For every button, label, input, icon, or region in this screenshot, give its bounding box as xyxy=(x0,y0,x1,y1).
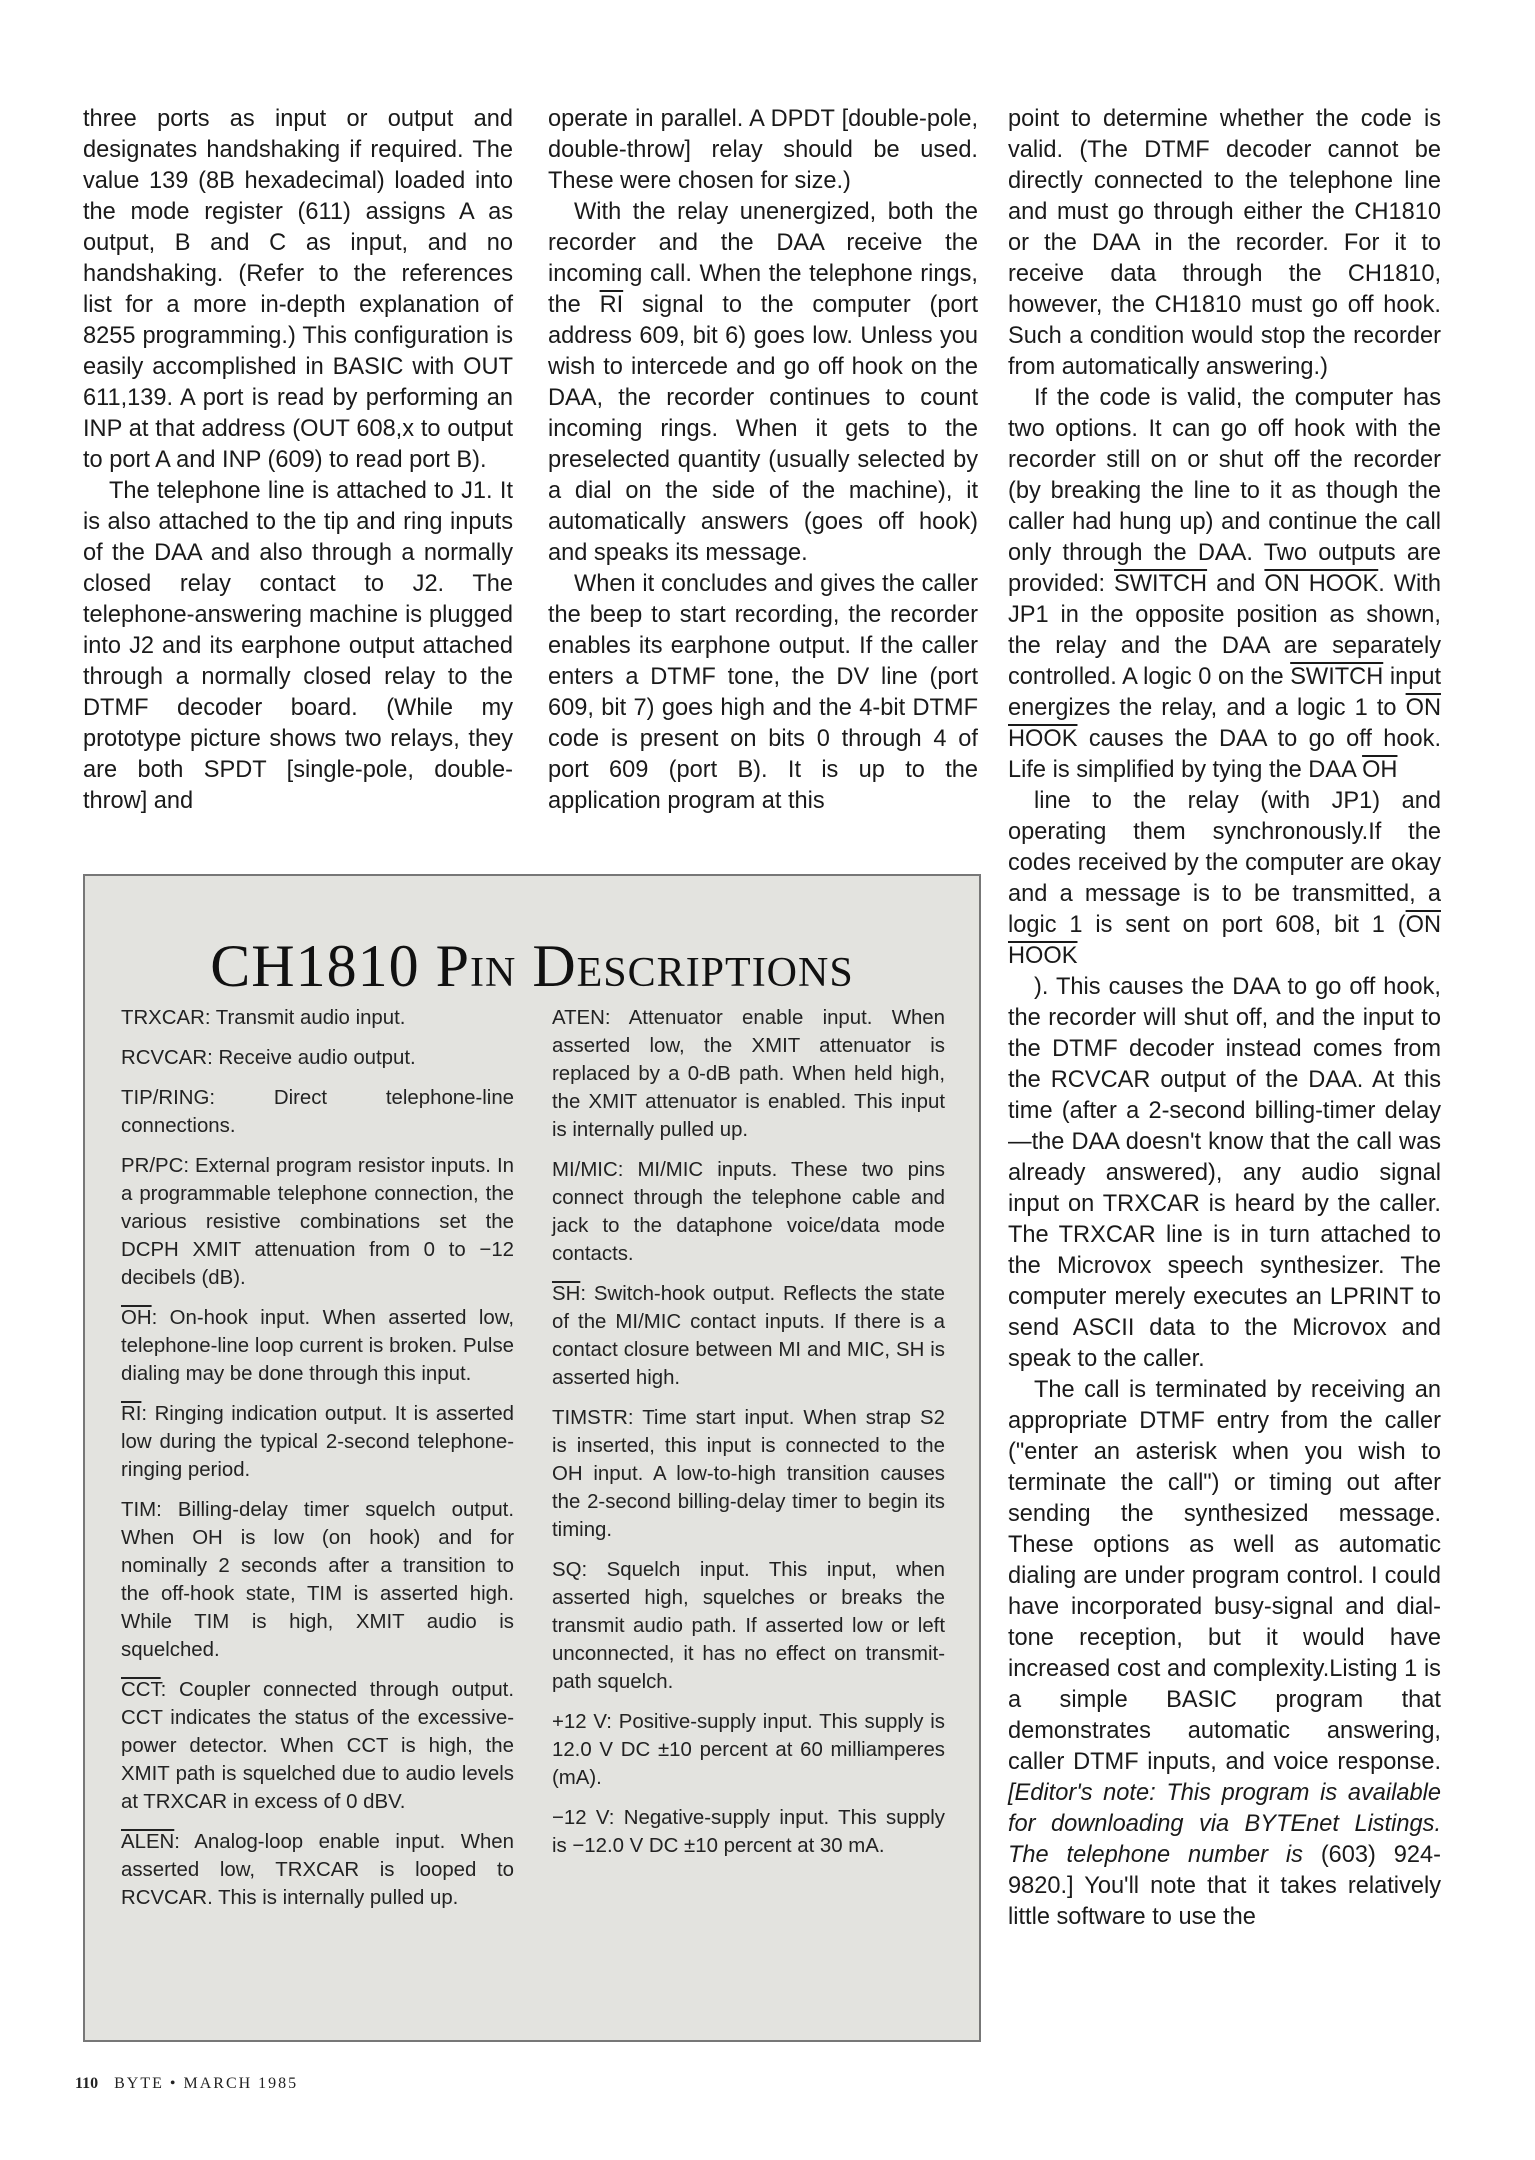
pin-description: : Ringing indication output. It is asserted low during the typical 2-second telephone-ringing period. xyxy=(121,1403,514,1481)
pin-label: −12 V: xyxy=(552,1807,615,1829)
text-run: point to determine whether the code is valid. (The DTMF decoder cannot be directly connected to the telephone line and must go through either the CH1810 or the DAA in the recorder. For it to receive data through the CH1810, however, the CH1810 must go off hook. Such a condition would stop the recorder from automatically answering.) xyxy=(1008,106,1441,380)
signal-name: SWITCH xyxy=(1114,571,1208,597)
signal-name: $\overline{RI}$ xyxy=(599,292,624,318)
text-run: signal to the computer (port address 609, bit 6) goes low. Unless you wish to intercede and go off hook on the DAA, the recorder continues to count incoming rings. When it gets to the preselected quantity (usually selected by a dial on the side of the machine), it automatically answers (goes off hook) and speaks its message. xyxy=(548,292,978,566)
pin-description: : Switch-hook output. Reflects the state of the MI/MIC contact inputs. If there is a contact closure between MI and MIC, SH is asserted high. xyxy=(552,1283,945,1389)
pin-label: MI/MIC: xyxy=(552,1159,624,1181)
pin-description: : On-hook input. When asserted low, telephone-line loop current is broken. Pulse dialing may be done through this input. xyxy=(121,1307,514,1385)
sidebar-column-right xyxy=(552,1004,945,1872)
text-run: . With JP1 in the opposite position as shown, the relay and the DAA are separately controlled. A logic 0 on the xyxy=(1008,571,1441,690)
pin-description: Attenuator enable input. When asserted low, the XMIT attenuator is replaced by a 0-dB path. When held high, the XMIT attenuator is enabled. This input is internally pulled up. xyxy=(552,1007,945,1141)
article-column-1 xyxy=(83,104,513,817)
pin-entry xyxy=(121,1004,514,1032)
pin-label: ALEN xyxy=(121,1831,175,1853)
pin-label: PR/PC: xyxy=(121,1155,189,1177)
signal-name: ON HOOK xyxy=(1264,571,1379,597)
text-run: three ports as input or output and designates handshaking if required. The value 139 (8B hexadecimal) loaded into the mode register (611) assigns A as output, B and C as input, and no handshaking. (Refer to the references list for a more in-depth explanation of 8255 programming.) This configuration is easily accomplished in BASIC with OUT 611,139. A port is read by performing an INP at that address (OUT 608,x to output to port A and INP (609) to read port B). xyxy=(83,106,513,473)
pin-entry xyxy=(552,1556,945,1696)
signal-name: ON HOOK xyxy=(1008,912,1441,969)
paragraph xyxy=(83,104,513,476)
pin-entry xyxy=(121,1084,514,1140)
pin-label: TIMSTR: xyxy=(552,1407,634,1429)
text-run: causes the DAA to go off hook. Life is simplified by tying the DAA xyxy=(1008,726,1441,783)
text-run: ). This causes the DAA to go off hook, the recorder will shut off, and the input to the DTMF decoder instead comes from the RCVCAR output of the DAA. At this time (after a 2-second billing-timer delay—the DAA doesn't know that the call was already answered), any audio signal input on TRXCAR is heard by the caller. The TRXCAR line is in turn attached to the Microvox speech synthesizer. The computer merely executes an LPRINT to send ASCII data to the Microvox and speak to the caller. xyxy=(1008,974,1441,1372)
pin-description: Direct telephone-line connections. xyxy=(121,1087,514,1137)
pin-entry xyxy=(121,1152,514,1292)
signal-name: SWITCH xyxy=(1290,664,1384,690)
pin-description: : Analog-loop enable input. When asserted low, TRXCAR is looped to RCVCAR. This is internally pulled up. xyxy=(121,1831,514,1909)
text-run: (603) 924-9820.] You'll note that it takes relatively little software to use the xyxy=(1008,1842,1441,1930)
pin-entry xyxy=(552,1004,945,1144)
text-run: operate in parallel. A DPDT [double-pole, double-throw] relay should be used. These were chosen for size.) xyxy=(548,106,978,194)
pin-description: Squelch input. This input, when asserted high, squelches or breaks the transmit audio path. If asserted low or left unconnected, it has no effect on transmit-path squelch. xyxy=(552,1559,945,1693)
editor-note: [Editor's note: This program is available for downloading via BYTEnet Listings. The telephone number is xyxy=(1008,1780,1441,1868)
article-column-2 xyxy=(548,104,978,817)
pin-label: RCVCAR: xyxy=(121,1047,213,1069)
pin-label: +12 V: xyxy=(552,1711,612,1733)
paragraph xyxy=(1008,786,1441,972)
pin-label: TIM: xyxy=(121,1499,162,1521)
pin-entry xyxy=(121,1044,514,1072)
page-footer xyxy=(75,2075,298,2093)
pin-entry xyxy=(552,1804,945,1860)
text-run: When it concludes and gives the caller the beep to start recording, the recorder enables its earphone output. If the caller enters a DTMF tone, the DV line (port 609, bit 7) goes high and the 4-bit DTMF code is present on bits 0 through 4 of port 609 (port B). It is up to the application program at this xyxy=(548,571,978,814)
paragraph xyxy=(1008,1375,1441,1933)
pin-label: TIP/RING: xyxy=(121,1087,216,1109)
pin-label: ATEN: xyxy=(552,1007,611,1029)
paragraph xyxy=(1008,104,1441,383)
text-run: line to the relay (with JP1) and operating them synchronously. xyxy=(1008,788,1441,845)
pin-entry xyxy=(121,1496,514,1664)
paragraph xyxy=(83,476,513,817)
pin-label: $\overline{RI}$ xyxy=(121,1403,142,1425)
pin-label: $\overline{CCT}$ xyxy=(121,1679,161,1701)
pin-entry xyxy=(121,1828,514,1912)
paragraph xyxy=(1008,972,1441,1375)
text-run: and xyxy=(1207,571,1265,597)
pin-description: : Coupler connected through output. CCT indicates the status of the excessive-power detector. When CCT is high, the XMIT path is squelched due to audio levels at TRXCAR in excess of 0 dBV. xyxy=(121,1679,514,1813)
pin-entry xyxy=(552,1404,945,1544)
pin-description: Receive audio output. xyxy=(212,1047,416,1069)
text-run: Listing 1 is a simple BASIC program that demonstrates automatic answering, caller DTMF inputs, and voice response. xyxy=(1008,1656,1441,1775)
signal-name: $\overline{OH}$ xyxy=(1362,757,1398,783)
paragraph xyxy=(548,569,978,817)
text-run: With the relay unenergized, both the recorder and the DAA receive the incoming call. When the telephone rings, the xyxy=(548,199,978,318)
paragraph xyxy=(548,197,978,569)
pin-label: TRXCAR: xyxy=(121,1007,211,1029)
pin-description: Time start input. When strap S2 is inserted, this input is connected to the OH input. A low-to-high transition causes the 2-second billing-delay timer to begin its timing. xyxy=(552,1407,945,1541)
text-run: The call is terminated by receiving an appropriate DTMF entry from the caller ("enter an asterisk when you wish to terminate the call") or timing out after sending the synthesized message. These options as well as automatic dialing are under program control. I could have incorporated busy-signal and dial-tone reception, but it would have increased cost and complexity. xyxy=(1008,1377,1441,1682)
pin-description: Transmit audio input. xyxy=(210,1007,406,1029)
text-run: If the code is valid, the computer has two options. It can go off hook with the recorder still on or shut off the recorder (by breaking the line to it as though the caller had hung up) and continue the call only through the DAA. Two outputs are provided: xyxy=(1008,385,1441,597)
pin-entry xyxy=(121,1676,514,1816)
pin-description: MI/MIC inputs. These two pins connect through the telephone cable and jack to the dataphone voice/data mode contacts. xyxy=(552,1159,945,1265)
pin-description: External program resistor inputs. In a programmable telephone connection, the various resistive combinations set the DCPH XMIT attenuation from 0 to −12 decibels (dB). xyxy=(121,1155,514,1289)
text-run: The telephone line is attached to J1. It is also attached to the tip and ring inputs of the DAA and also through a normally closed relay contact to J2. The telephone-answering machine is plugged into J2 and its earphone output attached through a normally closed relay to the DTMF decoder board. (While my prototype picture shows two relays, they are both SPDT [single-pole, double-throw] and xyxy=(83,478,513,814)
pin-descriptions-sidebar xyxy=(83,874,981,2042)
page-number: 110 xyxy=(75,2075,99,2092)
paragraph xyxy=(1008,383,1441,786)
text-run: input energizes the relay, and a logic 1 to xyxy=(1008,664,1441,721)
pin-label: $\overline{OH}$ xyxy=(121,1307,152,1329)
pin-entry xyxy=(121,1400,514,1484)
pin-description: Billing-delay timer squelch output. When OH is low (on hook) and for nominally 2 seconds after a transition to the off-hook state, TIM is asserted high. While TIM is high, XMIT audio is squelched. xyxy=(121,1499,514,1661)
issue-label: BYTE • MARCH 1985 xyxy=(114,2075,299,2092)
paragraph xyxy=(548,104,978,197)
pin-label: SQ: xyxy=(552,1559,588,1581)
pin-label: $\overline{SH}$ xyxy=(552,1283,581,1305)
article-column-3 xyxy=(1008,104,1441,1933)
pin-description: Negative-supply input. This supply is −12.0 V DC ±10 percent at 30 mA. xyxy=(552,1807,945,1857)
signal-name: ON HOOK xyxy=(1008,695,1441,752)
pin-entry xyxy=(552,1708,945,1792)
pin-description: Positive-supply input. This supply is 12.0 V DC ±10 percent at 60 milliamperes (mA). xyxy=(552,1711,946,1789)
pin-entry xyxy=(552,1280,945,1392)
sidebar-column-left xyxy=(121,1004,514,1924)
text-run: If the codes received by the computer are okay and a message is to be transmitted, a logic 1 is sent on port 608, bit 1 ( xyxy=(1008,819,1441,938)
sidebar-title: CH1810 Pin Descriptions xyxy=(210,933,854,999)
pin-entry xyxy=(552,1156,945,1268)
pin-entry xyxy=(121,1304,514,1388)
